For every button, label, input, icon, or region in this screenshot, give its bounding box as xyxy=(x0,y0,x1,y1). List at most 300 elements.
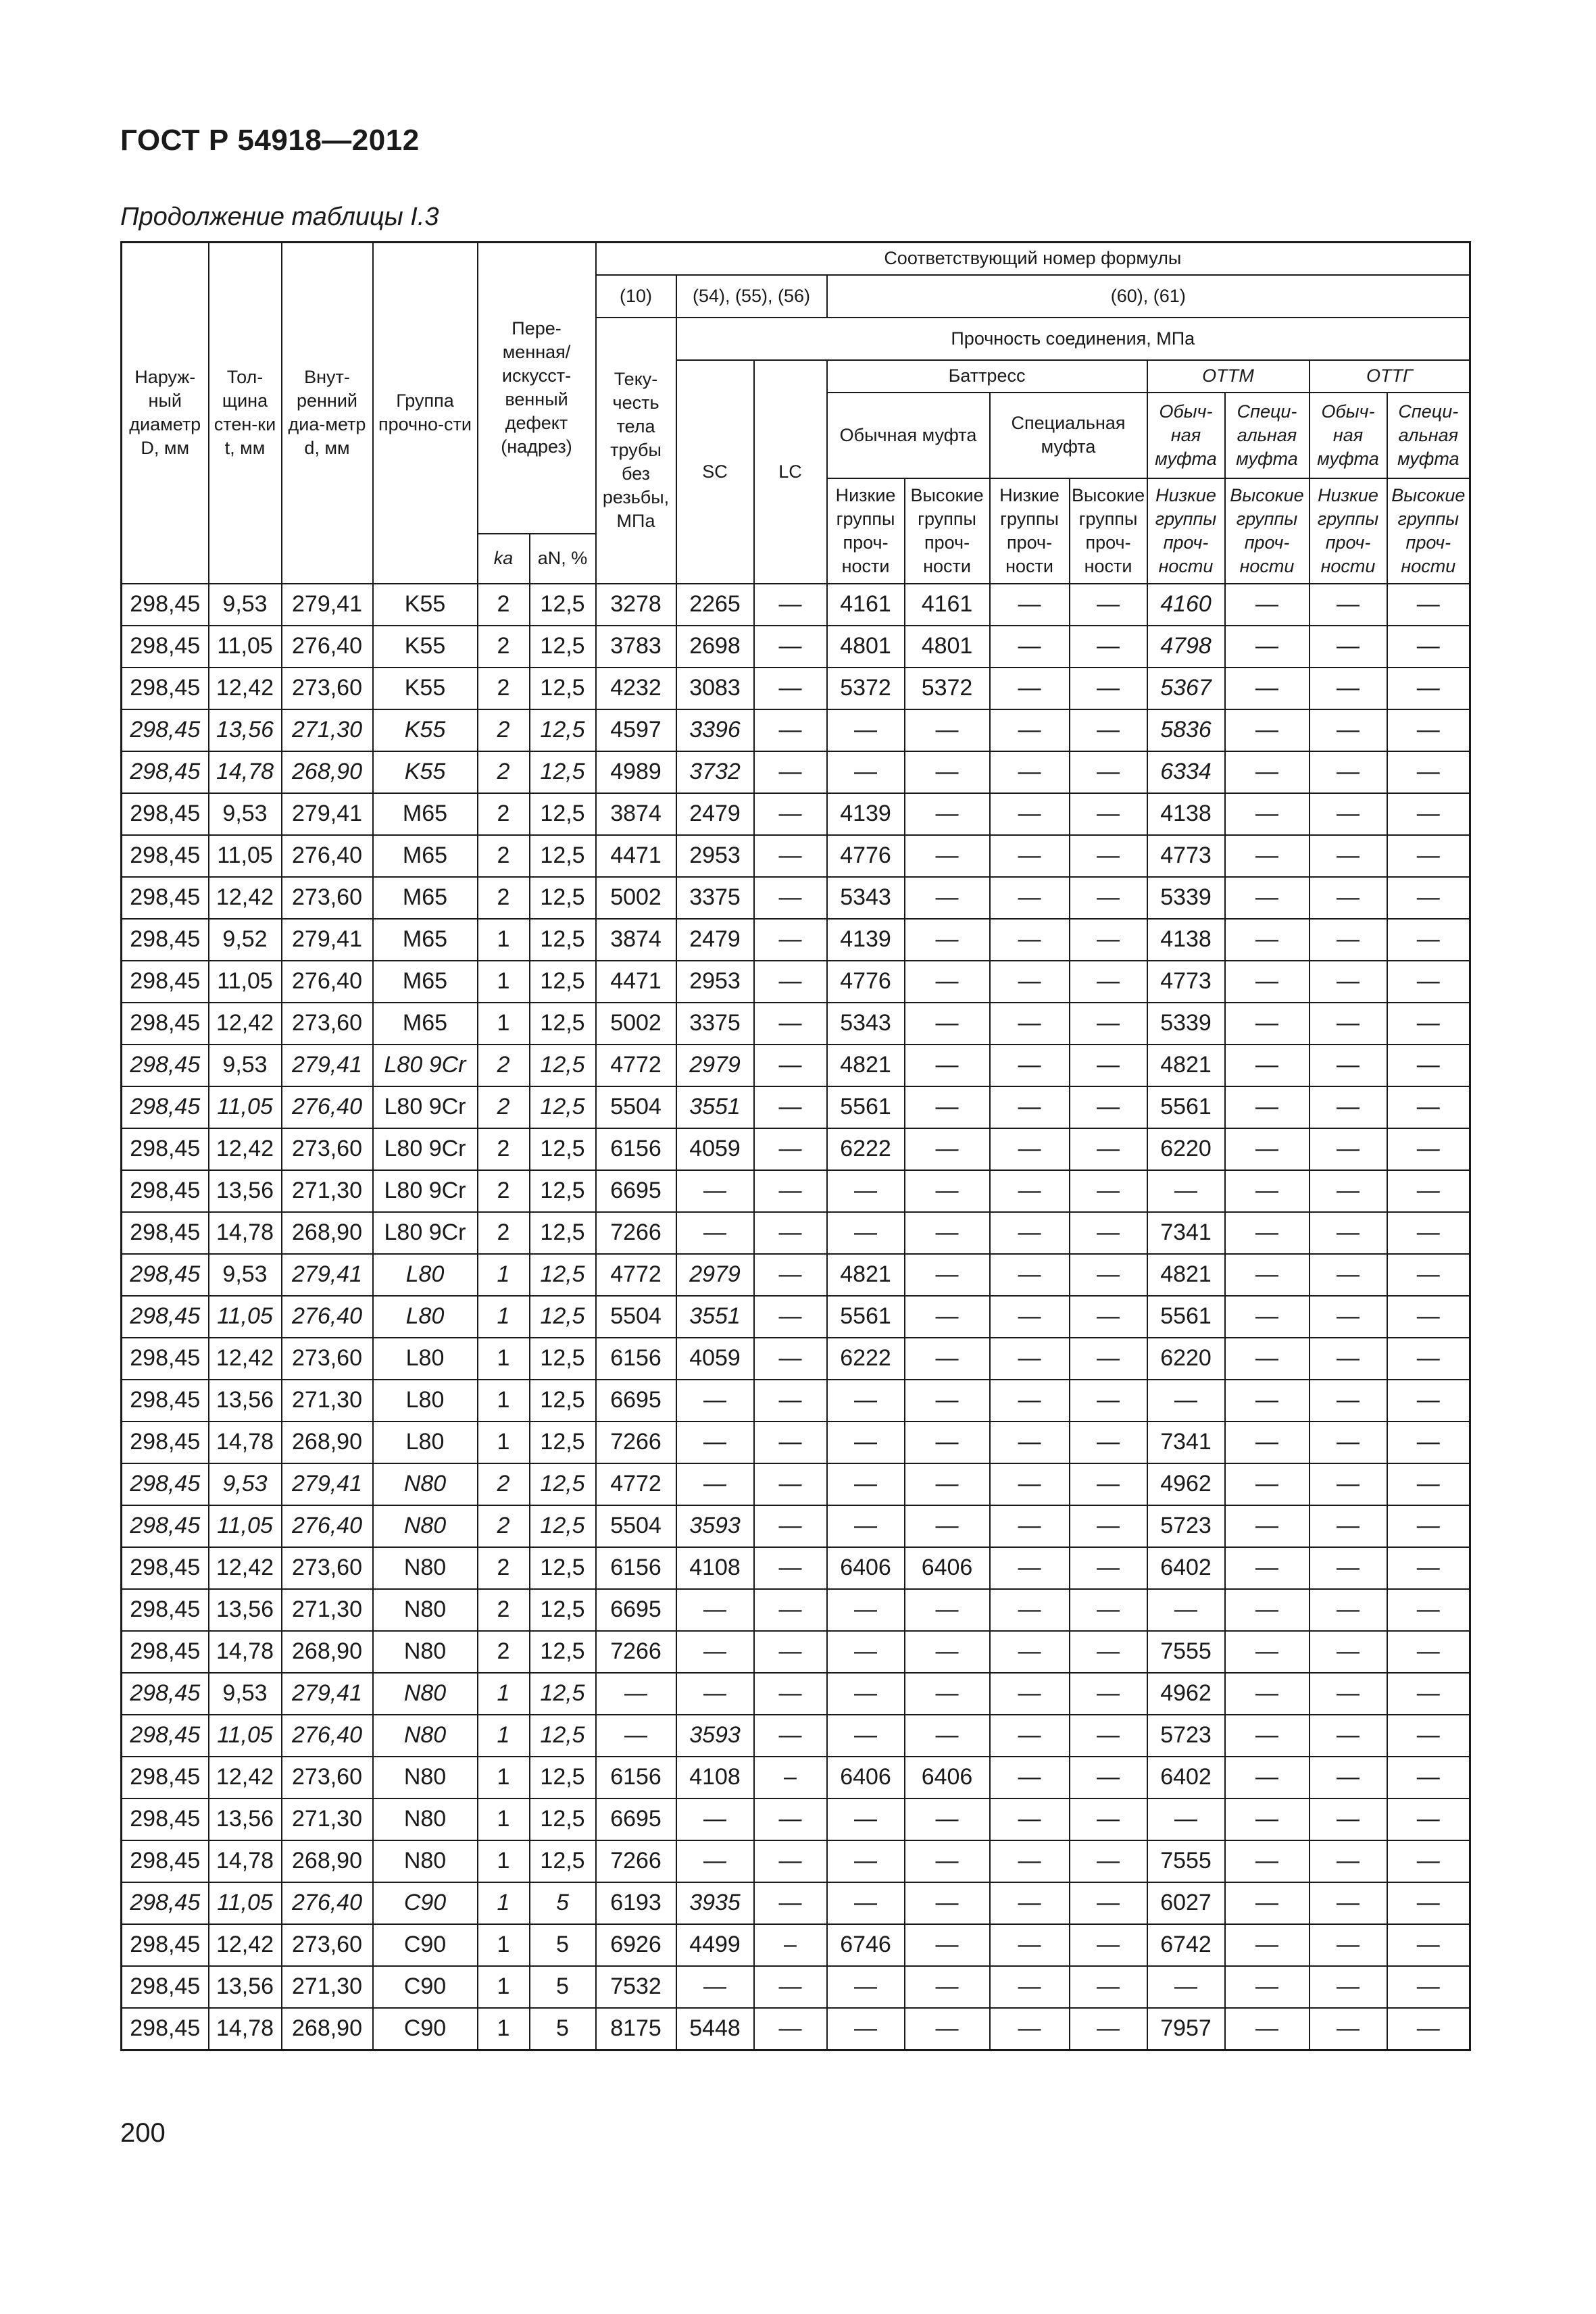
table-cell: — xyxy=(1387,751,1470,793)
table-cell: 14,78 xyxy=(209,1212,282,1254)
table-cell: 276,40 xyxy=(282,626,373,668)
table-cell: 1 xyxy=(478,1757,530,1799)
table-cell: — xyxy=(990,1086,1070,1128)
table-cell: — xyxy=(990,1045,1070,1086)
header-yield: Теку-честь тела трубы без резьбы, МПа xyxy=(596,318,676,584)
table-cell: 12,5 xyxy=(530,1799,596,1840)
table-cell: 8175 xyxy=(596,2008,676,2051)
table-cell: — xyxy=(1225,1003,1310,1045)
table-cell: — xyxy=(1310,668,1387,709)
table-cell: 12,5 xyxy=(530,1296,596,1338)
table-cell: — xyxy=(1387,1966,1470,2008)
table-cell: — xyxy=(1070,626,1147,668)
table-row xyxy=(122,1673,1470,1715)
table-cell: — xyxy=(827,1966,905,2008)
table-cell: — xyxy=(1387,1128,1470,1170)
table-cell: 298,45 xyxy=(122,1547,209,1589)
table-cell: 279,41 xyxy=(282,1254,373,1296)
table-cell: 1 xyxy=(478,1422,530,1463)
table-cell: — xyxy=(990,1589,1070,1631)
table-cell: 298,45 xyxy=(122,1338,209,1380)
table-cell: — xyxy=(990,1840,1070,1882)
table-cell: — xyxy=(1070,1045,1147,1086)
table-cell: 298,45 xyxy=(122,751,209,793)
table-cell: 7266 xyxy=(596,1212,676,1254)
table-cell: — xyxy=(1310,1170,1387,1212)
header-ottm-high: Высокие группы проч-ности xyxy=(1225,478,1310,584)
table-cell: — xyxy=(1070,1086,1147,1128)
document-title: ГОСТ Р 54918—2012 xyxy=(120,124,420,157)
table-cell: — xyxy=(1387,1882,1470,1924)
table-cell: 298,45 xyxy=(122,1505,209,1547)
header-sc: SC xyxy=(676,360,754,584)
table-cell: — xyxy=(827,1589,905,1631)
table-cell: — xyxy=(1225,1380,1310,1422)
header-buttress-special: Специальная муфта xyxy=(990,393,1147,478)
table-cell: 298,45 xyxy=(122,1212,209,1254)
table-cell: 6695 xyxy=(596,1380,676,1422)
header-buttress-regular-low: Низкие группы проч-ности xyxy=(827,478,905,584)
table-row xyxy=(122,1505,1470,1547)
table-cell: 3593 xyxy=(676,1505,754,1547)
table-cell: 4499 xyxy=(676,1924,754,1966)
table-cell: 2 xyxy=(478,584,530,626)
table-cell: 14,78 xyxy=(209,1422,282,1463)
table-cell: — xyxy=(754,626,827,668)
table-cell: — xyxy=(1225,1882,1310,1924)
table-cell: 7957 xyxy=(1147,2008,1225,2051)
table-cell: — xyxy=(676,1966,754,2008)
table-cell: 298,45 xyxy=(122,709,209,751)
table-cell: 298,45 xyxy=(122,1422,209,1463)
table-cell: 1 xyxy=(478,1296,530,1338)
table-cell: — xyxy=(1225,751,1310,793)
table-cell: 12,5 xyxy=(530,1422,596,1463)
table-cell: — xyxy=(1225,877,1310,919)
table-cell: 2 xyxy=(478,1170,530,1212)
table-cell: — xyxy=(905,1715,990,1757)
header-lc: LC xyxy=(754,360,827,584)
table-cell: — xyxy=(1070,877,1147,919)
table-cell: 298,45 xyxy=(122,1840,209,1882)
table-cell: — xyxy=(676,1631,754,1673)
table-cell: — xyxy=(990,877,1070,919)
table-cell: 279,41 xyxy=(282,584,373,626)
table-cell: 4773 xyxy=(1147,961,1225,1003)
table-cell: — xyxy=(1387,1924,1470,1966)
table-cell: 3551 xyxy=(676,1086,754,1128)
table-cell: 5339 xyxy=(1147,877,1225,919)
table-cell: 6406 xyxy=(905,1757,990,1799)
table-cell: 14,78 xyxy=(209,751,282,793)
table-cell: 11,05 xyxy=(209,1296,282,1338)
table-cell: 298,45 xyxy=(122,1715,209,1757)
table-cell: 4801 xyxy=(905,626,990,668)
table-cell: — xyxy=(990,835,1070,877)
table-cell: 6695 xyxy=(596,1170,676,1212)
table-cell: 13,56 xyxy=(209,1380,282,1422)
table-cell: 2 xyxy=(478,626,530,668)
table-cell: 298,45 xyxy=(122,877,209,919)
table-cell: — xyxy=(1387,877,1470,919)
table-cell: 298,45 xyxy=(122,1799,209,1840)
table-cell: 6406 xyxy=(827,1757,905,1799)
table-cell: 6334 xyxy=(1147,751,1225,793)
table-row xyxy=(122,1589,1470,1631)
table-cell: 276,40 xyxy=(282,1086,373,1128)
table-cell: 4801 xyxy=(827,626,905,668)
table-cell: — xyxy=(754,1589,827,1631)
table-row xyxy=(122,1254,1470,1296)
table-cell: 7266 xyxy=(596,1631,676,1673)
table-cell: — xyxy=(1310,1547,1387,1589)
table-cell: 6193 xyxy=(596,1882,676,1924)
table-cell: 12,5 xyxy=(530,1631,596,1673)
table-cell: 12,5 xyxy=(530,1128,596,1170)
table-cell: — xyxy=(676,1380,754,1422)
table-cell: 298,45 xyxy=(122,835,209,877)
table-cell: 12,42 xyxy=(209,1757,282,1799)
header-buttress: Баттресс xyxy=(827,360,1147,393)
table-cell: — xyxy=(1147,1966,1225,2008)
table-cell: — xyxy=(1387,1045,1470,1086)
table-cell: — xyxy=(754,1128,827,1170)
table-cell: — xyxy=(1310,919,1387,961)
table-cell: — xyxy=(827,1463,905,1505)
table-cell: 273,60 xyxy=(282,1547,373,1589)
table-cell: — xyxy=(905,1840,990,1882)
table-cell: — xyxy=(905,1966,990,2008)
table-cell: 12,5 xyxy=(530,877,596,919)
table-cell: 279,41 xyxy=(282,1673,373,1715)
table-cell: — xyxy=(676,1840,754,1882)
table-cell: 2 xyxy=(478,1128,530,1170)
table-row xyxy=(122,751,1470,793)
table-cell: — xyxy=(1070,668,1147,709)
header-outer-diameter: Наруж-ный диаметр D, мм xyxy=(122,243,209,584)
table-cell: — xyxy=(1070,1715,1147,1757)
table-cell: N80 xyxy=(373,1463,478,1505)
table-cell: 4821 xyxy=(827,1254,905,1296)
table-cell: — xyxy=(827,1170,905,1212)
table-cell: — xyxy=(827,1799,905,1840)
table-cell: — xyxy=(1387,1086,1470,1128)
table-cell: — xyxy=(905,1422,990,1463)
table-cell: N80 xyxy=(373,1673,478,1715)
table-cell: 6156 xyxy=(596,1338,676,1380)
table-cell: 12,5 xyxy=(530,626,596,668)
table-cell: — xyxy=(1387,1170,1470,1212)
table-cell: 12,5 xyxy=(530,1505,596,1547)
table-cell: 276,40 xyxy=(282,1715,373,1757)
table-cell: 4989 xyxy=(596,751,676,793)
table-cell: 273,60 xyxy=(282,1757,373,1799)
table-cell: 12,42 xyxy=(209,1003,282,1045)
table-cell: 11,05 xyxy=(209,626,282,668)
table-cell: L80 xyxy=(373,1254,478,1296)
table-cell: — xyxy=(754,1966,827,2008)
table-cell: — xyxy=(990,751,1070,793)
header-ottg-low: Низкие группы проч-ности xyxy=(1310,478,1387,584)
table-cell: 5448 xyxy=(676,2008,754,2051)
table-cell: 5504 xyxy=(596,1296,676,1338)
table-cell: — xyxy=(1225,1547,1310,1589)
table-row xyxy=(122,1924,1470,1966)
table-cell: — xyxy=(676,1422,754,1463)
table-cell: 276,40 xyxy=(282,961,373,1003)
table-cell: 2 xyxy=(478,835,530,877)
table-cell: — xyxy=(1310,1631,1387,1673)
table-row xyxy=(122,1086,1470,1128)
table-row xyxy=(122,1631,1470,1673)
table-row xyxy=(122,877,1470,919)
table-cell: — xyxy=(1070,1170,1147,1212)
table-cell: 298,45 xyxy=(122,584,209,626)
table-cell: — xyxy=(676,1673,754,1715)
table-row xyxy=(122,626,1470,668)
table-caption: Продолжение таблицы I.3 xyxy=(120,203,439,231)
header-formula-54: (54), (55), (56) xyxy=(676,275,827,318)
table-cell: 268,90 xyxy=(282,1422,373,1463)
table-cell: — xyxy=(1387,961,1470,1003)
table-cell: 2 xyxy=(478,793,530,835)
table-cell: K55 xyxy=(373,668,478,709)
table-cell: 6926 xyxy=(596,1924,676,1966)
table-cell: 279,41 xyxy=(282,919,373,961)
table-cell: 12,5 xyxy=(530,1840,596,1882)
table-cell: 271,30 xyxy=(282,1966,373,2008)
table-cell: 12,5 xyxy=(530,1715,596,1757)
table-row xyxy=(122,1799,1470,1840)
table-cell: — xyxy=(1310,1673,1387,1715)
table-cell: 3783 xyxy=(596,626,676,668)
table-cell: 3396 xyxy=(676,709,754,751)
table-cell: 13,56 xyxy=(209,1799,282,1840)
table-cell: 1 xyxy=(478,1003,530,1045)
table-cell: — xyxy=(990,1673,1070,1715)
table-cell: — xyxy=(827,1840,905,1882)
data-table xyxy=(120,241,1471,2051)
table-cell: — xyxy=(1225,961,1310,1003)
table-cell: — xyxy=(990,2008,1070,2051)
table-cell: — xyxy=(905,877,990,919)
table-cell: — xyxy=(754,1799,827,1840)
table-cell: 12,5 xyxy=(530,1212,596,1254)
table-cell: — xyxy=(905,835,990,877)
table-cell: — xyxy=(1387,1212,1470,1254)
table-cell: 5561 xyxy=(1147,1296,1225,1338)
table-cell: 4821 xyxy=(1147,1045,1225,1086)
table-cell: — xyxy=(905,751,990,793)
table-cell: 1 xyxy=(478,1380,530,1422)
table-cell: — xyxy=(1070,1212,1147,1254)
table-cell: 5836 xyxy=(1147,709,1225,751)
table-cell: 4772 xyxy=(596,1254,676,1296)
header-ottm-regular: Обыч-ная муфта xyxy=(1147,393,1225,478)
table-cell: 2479 xyxy=(676,793,754,835)
table-cell: 3375 xyxy=(676,877,754,919)
table-cell: 298,45 xyxy=(122,1128,209,1170)
table-cell: 4139 xyxy=(827,793,905,835)
table-cell: — xyxy=(1070,1296,1147,1338)
table-cell: 3732 xyxy=(676,751,754,793)
table-cell: — xyxy=(1310,1757,1387,1799)
table-cell: 6222 xyxy=(827,1338,905,1380)
table-cell: 7266 xyxy=(596,1840,676,1882)
table-cell: C90 xyxy=(373,1882,478,1924)
header-formula-60: (60), (61) xyxy=(827,275,1470,318)
table-cell: 298,45 xyxy=(122,1882,209,1924)
table-cell: 12,5 xyxy=(530,1003,596,1045)
table-cell: — xyxy=(1070,1924,1147,1966)
table-cell: — xyxy=(990,1422,1070,1463)
table-cell: 1 xyxy=(478,961,530,1003)
table-cell: — xyxy=(905,1463,990,1505)
table-cell: — xyxy=(1387,1840,1470,1882)
table-cell: — xyxy=(990,1212,1070,1254)
table-cell: 273,60 xyxy=(282,877,373,919)
table-cell: — xyxy=(1225,1924,1310,1966)
header-ottm: ОТТМ xyxy=(1147,360,1310,393)
table-row xyxy=(122,1170,1470,1212)
table-cell: 1 xyxy=(478,1715,530,1757)
table-cell: 2 xyxy=(478,1505,530,1547)
table-cell: 1 xyxy=(478,1338,530,1380)
table-cell: L80 9Cr xyxy=(373,1212,478,1254)
table-cell: 9,53 xyxy=(209,793,282,835)
table-cell: 4160 xyxy=(1147,584,1225,626)
table-row xyxy=(122,1296,1470,1338)
table-cell: 4773 xyxy=(1147,835,1225,877)
table-cell: 7266 xyxy=(596,1422,676,1463)
table-cell: 298,45 xyxy=(122,1924,209,1966)
table-cell: — xyxy=(1070,584,1147,626)
table-row xyxy=(122,961,1470,1003)
table-cell: — xyxy=(754,584,827,626)
table-cell: M65 xyxy=(373,1003,478,1045)
table-cell: 2 xyxy=(478,1631,530,1673)
table-cell: — xyxy=(1070,1882,1147,1924)
table-cell: 1 xyxy=(478,1882,530,1924)
table-cell: C90 xyxy=(373,1924,478,1966)
table-cell: 5 xyxy=(530,1882,596,1924)
table-cell: — xyxy=(1387,1589,1470,1631)
table-cell: — xyxy=(990,1170,1070,1212)
table-row xyxy=(122,709,1470,751)
table-cell: — xyxy=(1147,1799,1225,1840)
table-cell: — xyxy=(1070,1547,1147,1589)
table-cell: N80 xyxy=(373,1757,478,1799)
table-cell: 4597 xyxy=(596,709,676,751)
table-cell: 298,45 xyxy=(122,1380,209,1422)
table-cell: N80 xyxy=(373,1547,478,1589)
table-cell: 298,45 xyxy=(122,1631,209,1673)
table-cell: — xyxy=(754,1212,827,1254)
table-cell: 6695 xyxy=(596,1589,676,1631)
table-cell: 4138 xyxy=(1147,793,1225,835)
table-cell: — xyxy=(1310,1589,1387,1631)
table-row xyxy=(122,1882,1470,1924)
table-row xyxy=(122,1966,1470,2008)
table-cell: 2265 xyxy=(676,584,754,626)
table-cell: 5723 xyxy=(1147,1505,1225,1547)
table-cell: — xyxy=(1310,1086,1387,1128)
table-cell: N80 xyxy=(373,1505,478,1547)
table-cell: — xyxy=(754,1422,827,1463)
header-formula-10: (10) xyxy=(596,275,676,318)
table-cell: — xyxy=(754,1547,827,1589)
table-cell: 14,78 xyxy=(209,1631,282,1673)
table-row xyxy=(122,1463,1470,1505)
table-cell: — xyxy=(1310,1045,1387,1086)
table-cell: 4059 xyxy=(676,1128,754,1170)
table-cell: — xyxy=(1070,1463,1147,1505)
table-cell: 5372 xyxy=(827,668,905,709)
table-cell: — xyxy=(1387,835,1470,877)
table-cell: — xyxy=(990,961,1070,1003)
table-cell: 5002 xyxy=(596,1003,676,1045)
table-cell: 2953 xyxy=(676,961,754,1003)
table-cell: 12,5 xyxy=(530,1673,596,1715)
table-cell: 279,41 xyxy=(282,1463,373,1505)
table-cell: — xyxy=(754,877,827,919)
table-cell: — xyxy=(1387,709,1470,751)
header-defect: Пере-менная/ искусст-венный дефект (надрез) xyxy=(478,243,596,534)
table-cell: 1 xyxy=(478,1840,530,1882)
table-cell: 12,42 xyxy=(209,1338,282,1380)
table-cell: — xyxy=(754,709,827,751)
table-cell: 298,45 xyxy=(122,1966,209,2008)
table-cell: — xyxy=(1387,1254,1470,1296)
table-cell: 279,41 xyxy=(282,1045,373,1086)
table-cell: — xyxy=(990,1505,1070,1547)
table-cell: — xyxy=(905,919,990,961)
table-cell: — xyxy=(1310,961,1387,1003)
table-cell: L80 9Cr xyxy=(373,1045,478,1086)
table-cell: — xyxy=(1070,1128,1147,1170)
table-cell: — xyxy=(1225,919,1310,961)
table-cell: — xyxy=(754,835,827,877)
table-cell: 5367 xyxy=(1147,668,1225,709)
table-cell: — xyxy=(905,1882,990,1924)
table-cell: — xyxy=(754,1003,827,1045)
table-cell: 12,5 xyxy=(530,1589,596,1631)
table-cell: 5504 xyxy=(596,1505,676,1547)
table-cell: 298,45 xyxy=(122,1170,209,1212)
table-cell: 268,90 xyxy=(282,1631,373,1673)
table-cell: L80 9Cr xyxy=(373,1170,478,1212)
table-cell: 7341 xyxy=(1147,1212,1225,1254)
table-cell: 5561 xyxy=(827,1296,905,1338)
table-cell: 268,90 xyxy=(282,1840,373,1882)
table-cell: 6406 xyxy=(905,1547,990,1589)
table-cell: 6156 xyxy=(596,1757,676,1799)
table-cell: 12,5 xyxy=(530,1254,596,1296)
header-inner-diameter: Внут-ренний диа-метр d, мм xyxy=(282,243,373,584)
table-cell: 2 xyxy=(478,1086,530,1128)
table-cell: 276,40 xyxy=(282,1296,373,1338)
header-ottg-special: Специ-альная муфта xyxy=(1387,393,1470,478)
table-cell: 12,42 xyxy=(209,668,282,709)
table-cell: 298,45 xyxy=(122,1045,209,1086)
table-cell: — xyxy=(990,626,1070,668)
table-cell: 298,45 xyxy=(122,1296,209,1338)
table-cell: 5561 xyxy=(1147,1086,1225,1128)
table-cell: 7555 xyxy=(1147,1840,1225,1882)
table-cell: — xyxy=(1387,2008,1470,2051)
table-cell: 11,05 xyxy=(209,835,282,877)
table-cell: N80 xyxy=(373,1715,478,1757)
